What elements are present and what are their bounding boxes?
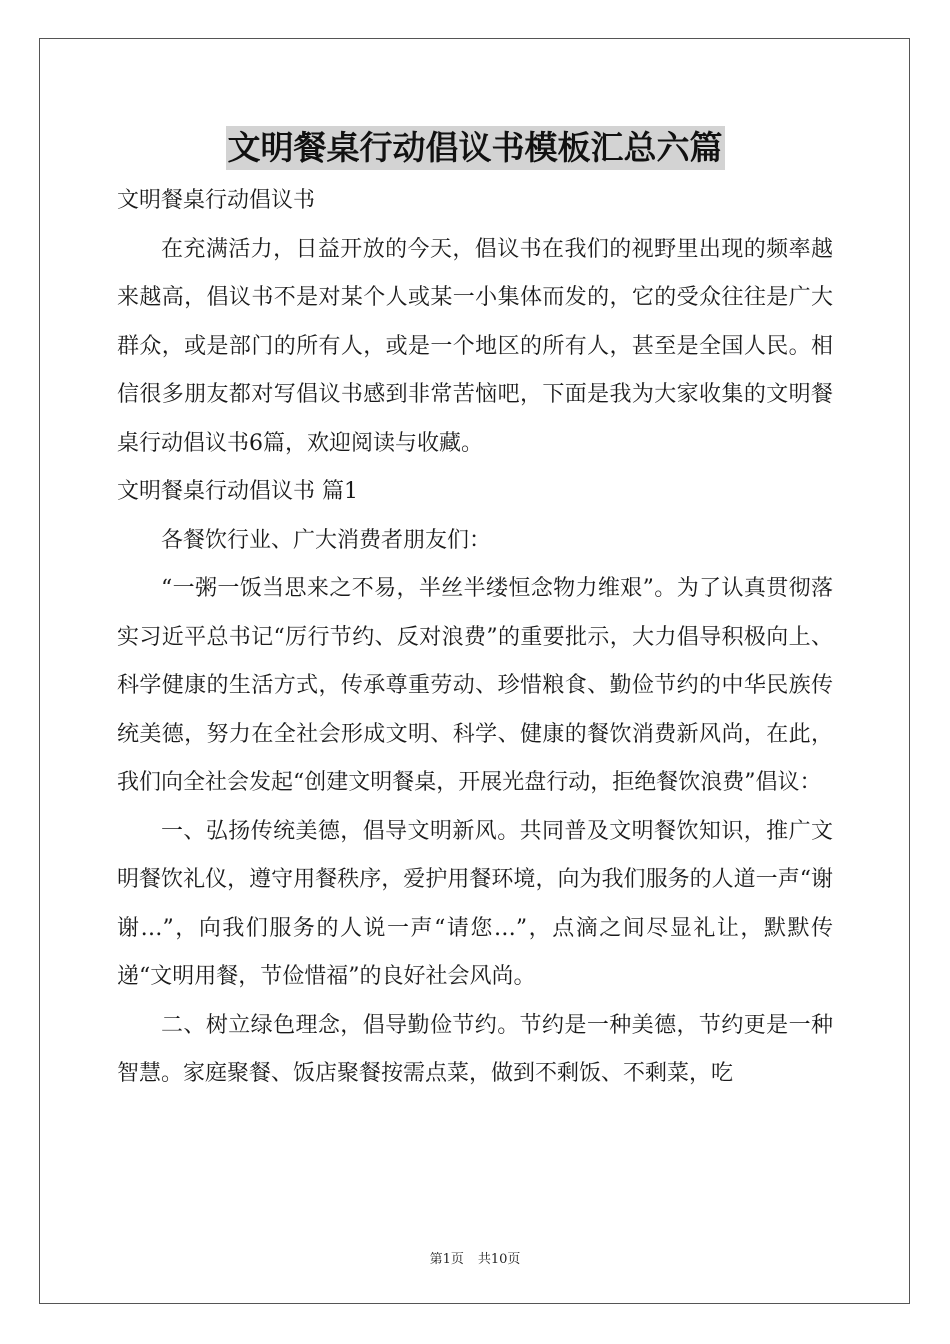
page-footer	[0, 1251, 950, 1269]
paragraph: 文明餐桌行动倡议书	[117, 188, 316, 213]
page-total: 共10页	[477, 1252, 521, 1267]
document-title: 文明餐桌行动倡议书模板汇总六篇	[226, 126, 725, 170]
paragraph: 在充满活力，日益开放的今天，倡议书在我们的视野里出现的频率越来越高，倡议书不是对某个人或某一小集体而发的，它的受众往往是广大群众，或是部门的所有人，或是一个地区的所有人，甚至是全国人民。相信很多朋友都对写倡议书感到非常苦恼吧，下面是我为大家收集的文明餐桌行动倡议书6篇，欢迎阅读与收藏。	[117, 236, 833, 456]
paragraph: 二、树立绿色理念，倡导勤俭节约。节约是一种美德，节约更是一种智慧。家庭聚餐、饭店聚餐按需点菜，做到不剩饭、不剩菜，吃	[117, 1012, 833, 1086]
section-heading: 文明餐桌行动倡议书 篇1	[117, 479, 358, 504]
page-number: 第1页	[429, 1252, 464, 1267]
title-container	[0, 126, 950, 170]
paragraph: 各餐饮行业、广大消费者朋友们：	[161, 527, 492, 553]
paragraph: “一粥一饭当思来之不易，半丝半缕恒念物力维艰”。为了认真贯彻落实习近平总书记“厉行节约、反对浪费”的重要批示，大力倡导积极向上、科学健康的生活方式，传承尊重劳动、珍惜粮食、勤俭节约的中华民族传统美德，努力在全社会形成文明、科学、健康的餐饮消费新风尚，在此，我们向全社会发起“创建文明餐桌，开展光盘行动，拒绝餐饮浪费”倡议：	[117, 576, 833, 795]
document-body	[117, 177, 833, 1099]
paragraph: 一、弘扬传统美德，倡导文明新风。共同普及文明餐饮知识，推广文明餐饮礼仪，遵守用餐秩序，爱护用餐环境，向为我们服务的人道一声“谢谢…”，向我们服务的人说一声“请您…”，点滴之间尽显礼让，默默传递“文明用餐，节俭惜福”的良好社会风尚。	[117, 818, 833, 989]
